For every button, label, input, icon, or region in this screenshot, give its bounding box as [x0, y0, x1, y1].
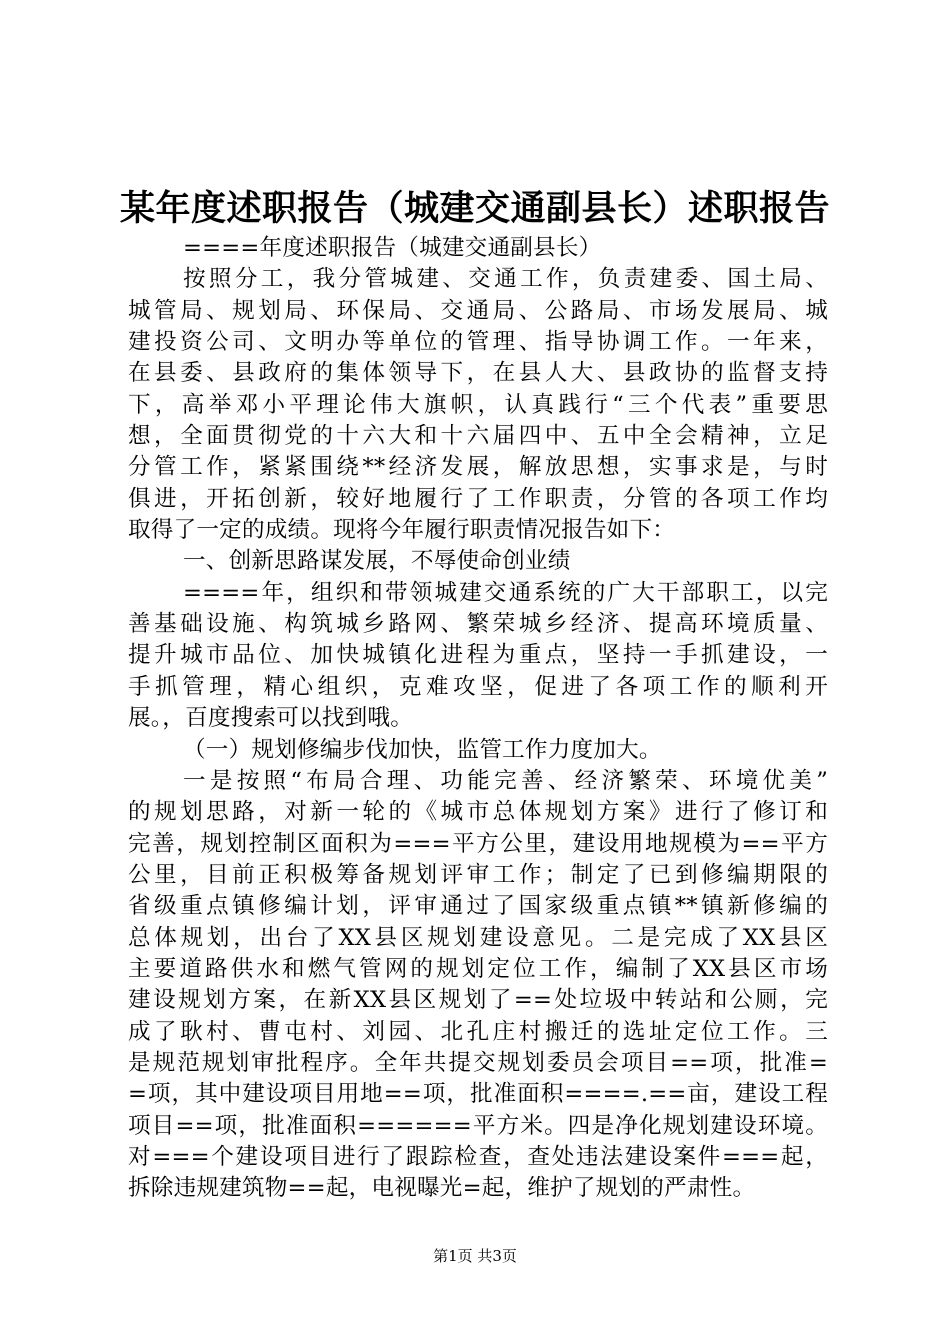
paragraph-line: 建投资公司、文明办等单位的管理、指导协调工作。一年来，	[128, 329, 828, 356]
subtitle-line: ====年度述职报告（城建交通副县长）	[183, 235, 602, 261]
paragraph-line: =项，其中建设项目用地==项，批准面积====.==亩，建设工程	[128, 1081, 828, 1108]
paragraph-line: 展。，百度搜索可以找到哦。	[128, 705, 414, 732]
paragraph-line: 拆除违规建筑物==起，电视曝光=起，维护了规划的严肃性。	[128, 1175, 756, 1202]
paragraph-line: 取得了一定的成绩。现将今年履行职责情况报告如下：	[128, 517, 676, 544]
paragraph-line: 总体规划，出台了XX县区规划建设意见。二是完成了XX县区	[128, 924, 828, 951]
section-heading: 一、创新思路谋发展，不辱使命创业绩	[183, 548, 571, 575]
paragraph-line: 成了耿村、曹屯村、刘园、北孔庄村搬迁的选址定位工作。三	[128, 1018, 828, 1045]
document-body	[128, 233, 828, 1205]
paragraph-line: 下，高举邓小平理论伟大旗帜，认真践行“三个代表”重要思	[128, 391, 828, 418]
paragraph-line: 项目==项，批准面积======平方米。四是净化规划建设环境。	[128, 1112, 828, 1139]
paragraph-line: 完善，规划控制区面积为===平方公里，建设用地规模为==平方	[128, 830, 828, 857]
paragraph-line: 城管局、规划局、环保局、交通局、公路局、市场发展局、城	[128, 297, 828, 324]
page-number-footer: 第1页 共3页	[433, 1247, 517, 1265]
paragraph-line: 提升城市品位、加快城镇化进程为重点，坚持一手抓建设，一	[128, 642, 828, 669]
paragraph-line: 想，全面贯彻党的十六大和十六届四中、五中全会精神，立足	[128, 423, 828, 450]
paragraph-line: 是规范规划审批程序。全年共提交规划委员会项目==项，批准=	[128, 1049, 828, 1076]
paragraph-line: 手抓管理，精心组织，克难攻坚，促进了各项工作的顺利开	[128, 673, 828, 700]
paragraph-line: 公里，目前正积极筹备规划评审工作；制定了已到修编期限的	[128, 861, 828, 888]
paragraph-line: 分管工作，紧紧围绕**经济发展，解放思想，实事求是，与时	[128, 454, 828, 481]
paragraph-line: 按照分工，我分管城建、交通工作，负责建委、国土局、	[183, 266, 828, 293]
paragraph-line: 在县委、县政府的集体领导下，在县人大、县政协的监督支持	[128, 360, 828, 387]
paragraph-line: ====年，组织和带领城建交通系统的广大干部职工，以完	[183, 579, 828, 606]
paragraph-line: 的规划思路，对新一轮的《城市总体规划方案》进行了修订和	[128, 799, 828, 826]
subsection-heading: （一）规划修编步伐加快，监管工作力度加大。	[183, 736, 662, 763]
paragraph-line: 俱进，开拓创新，较好地履行了工作职责，分管的各项工作均	[128, 485, 828, 512]
paragraph-line: 一是按照“布局合理、功能完善、经济繁荣、环境优美”	[183, 767, 828, 794]
paragraph-line: 主要道路供水和燃气管网的规划定位工作，编制了XX县区市场	[128, 955, 828, 982]
paragraph-line: 善基础设施、构筑城乡路网、繁荣城乡经济、提高环境质量、	[128, 611, 828, 638]
document-title: 某年度述职报告（城建交通副县长）述职报告	[119, 188, 830, 229]
paragraph-line: 省级重点镇修编计划，评审通过了国家级重点镇**镇新修编的	[128, 893, 828, 920]
paragraph-line: 建设规划方案，在新XX县区规划了==处垃圾中转站和公厕，完	[128, 987, 828, 1014]
paragraph-line: 对===个建设项目进行了跟踪检查，查处违法建设案件===起，	[128, 1143, 828, 1170]
